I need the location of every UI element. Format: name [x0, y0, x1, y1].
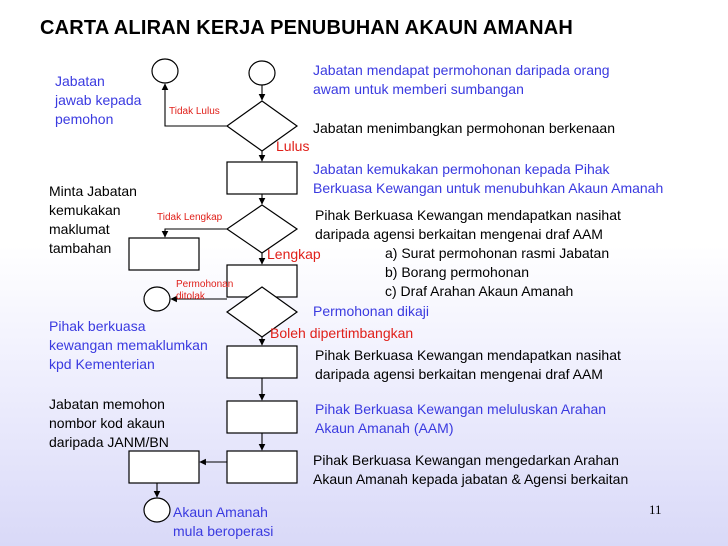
- text-line: Berkuasa Kewangan untuk menubuhkan Akaun Amanah: [313, 180, 664, 196]
- text-line: Jabatan kemukakan permohonan kepada Pihak: [313, 161, 610, 177]
- text-line: awam untuk memberi sumbangan: [313, 81, 524, 97]
- text-line: Akaun Amanah kepada jabatan & Agensi berkaitan: [313, 471, 629, 487]
- text-line: Permohonan: [176, 279, 234, 290]
- label-rejected: [176, 279, 233, 303]
- text-line: Pihak berkuasa: [49, 318, 146, 334]
- text-line: maklumat: [49, 221, 110, 237]
- text-line: daripada agensi berkaitan mengenai draf AAM: [315, 366, 603, 382]
- text-line: Pihak Berkuasa Kewangan meluluskan Arahan: [315, 401, 607, 417]
- step-request-account-code: [49, 395, 169, 452]
- text-line: nombor kod akaun: [49, 415, 165, 431]
- list-item: b) Borang permohonan: [385, 264, 529, 280]
- text-line: Jabatan memohon: [49, 396, 165, 412]
- text-line: daripada JANM/BN: [49, 434, 169, 450]
- text-line: Minta Jabatan: [49, 183, 137, 199]
- list-item: a) Surat permohonan rasmi Jabatan: [385, 245, 610, 261]
- text-line: daripada agensi berkaitan mengenai draf AAM: [315, 226, 603, 242]
- step-approve-aam: [315, 400, 606, 438]
- text-line: Pihak Berkuasa Kewangan mengedarkan Arahan: [313, 452, 619, 468]
- end-operate-terminator: [144, 498, 170, 522]
- text-line: ditolak: [176, 291, 205, 302]
- step-seek-advice-2: [315, 346, 621, 384]
- text-line: tambahan: [49, 240, 112, 256]
- step-receive-application: [313, 61, 610, 99]
- end-rejected-terminator: [144, 287, 170, 311]
- text-line: mula beroperasi: [173, 523, 274, 539]
- text-line: pemohon: [55, 111, 114, 127]
- page-title: CARTA ALIRAN KERJA PENUBUHAN AKAUN AMANAH: [40, 17, 573, 39]
- outcome-request-more-info: [49, 182, 137, 258]
- label-not-approved: Tidak Lulus: [169, 106, 220, 117]
- text-line: Akaun Amanah (AAM): [315, 420, 454, 436]
- list-item: c) Draf Arahan Akaun Amanah: [385, 283, 574, 299]
- process-account-code-box: [129, 451, 199, 483]
- step-seek-advice-1: [315, 206, 621, 244]
- required-documents-list: [385, 244, 609, 301]
- process-request-more-box: [129, 238, 199, 270]
- text-line: jawab kepada: [55, 92, 142, 108]
- label-approved: Lulus: [276, 138, 310, 154]
- start-terminator: [249, 61, 275, 85]
- text-line: Jabatan mendapat permohonan daripada orang: [313, 62, 610, 78]
- label-incomplete: Tidak Lengkap: [157, 212, 223, 223]
- label-considerable: Boleh dipertimbangkan: [270, 325, 414, 341]
- page-number: 11: [649, 502, 662, 517]
- process-advice-box: [227, 346, 297, 378]
- text-line: Pihak Berkuasa Kewangan mendapatkan nasihat: [315, 207, 621, 223]
- end-reply-terminator: [152, 59, 178, 83]
- outcome-inform-ministry: [49, 317, 208, 374]
- process-distribute-box: [227, 451, 297, 483]
- text-line: kewangan memaklumkan: [49, 337, 208, 353]
- step-distribute-aam: [313, 451, 628, 489]
- text-line: Pihak Berkuasa Kewangan mendapatkan nasihat: [315, 347, 621, 363]
- outcome-account-operational: [173, 503, 273, 541]
- text-line: Jabatan: [55, 73, 105, 89]
- process-approve-box: [227, 401, 297, 433]
- outcome-reply-applicant: [55, 72, 141, 129]
- text-line: kemukakan: [49, 202, 121, 218]
- text-line: kpd Kementerian: [49, 356, 155, 372]
- step-submit-to-authority: [313, 160, 663, 198]
- text-line: Akaun Amanah: [173, 504, 268, 520]
- process-submit-box: [227, 162, 297, 194]
- label-complete: Lengkap: [267, 246, 321, 262]
- step-application-studied: Permohonan dikaji: [313, 303, 429, 319]
- step-consider-application: Jabatan menimbangkan permohonan berkenaan: [313, 120, 615, 136]
